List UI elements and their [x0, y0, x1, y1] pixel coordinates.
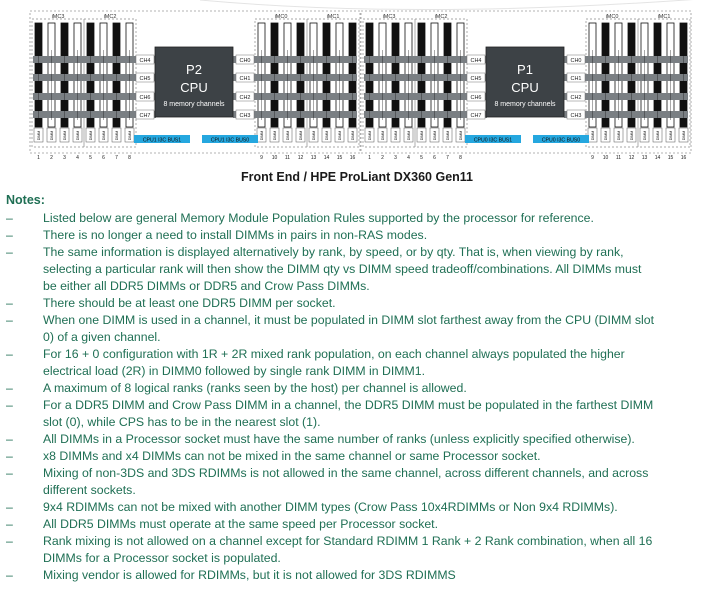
note-item: [0, 295, 714, 312]
channel-label: CH2: [570, 95, 582, 101]
note-line: slot (0), while CPS has to be in the nearest slot (1).: [43, 415, 321, 429]
note-line: A maximum of 8 logical ranks (ranks seen by the host) per channel is allowed.: [43, 381, 467, 395]
imc-label: iMC0: [274, 14, 288, 20]
note-text: [43, 533, 708, 567]
dimm-label: DIMM: [338, 130, 342, 141]
note-item: [0, 516, 714, 533]
background-arc: [200, 0, 714, 10]
slot-number: 12: [297, 155, 304, 161]
imc-label: iMC0: [605, 14, 619, 20]
dimm-label: DIMM: [630, 130, 634, 141]
note-item: [0, 397, 714, 431]
dimm-label: DIMM: [89, 130, 93, 141]
cpu-subtitle: 8 memory channels: [163, 101, 225, 108]
slot-number: 16: [680, 155, 687, 161]
note-text: [43, 244, 708, 295]
note-line: When one DIMM is used in a channel, it must be populated in DIMM slot farthest away from the CPU (DIMM slot: [43, 313, 654, 327]
slot-number: 6: [433, 155, 436, 161]
cpu-label: CPU: [180, 80, 208, 95]
slot-number: 9: [591, 155, 594, 161]
channel-label: CH1: [239, 76, 251, 82]
diagram-caption: Front End / HPE ProLiant DX360 Gen11: [241, 170, 473, 184]
dimm-label: DIMM: [63, 130, 67, 141]
bullet-dash: –: [6, 500, 13, 514]
note-text: [43, 499, 708, 516]
note-item: [0, 448, 714, 465]
note-item: [0, 346, 714, 380]
note-line: All DIMMs in a Processor socket must have the same number of ranks (unless explicitly specified otherwise).: [43, 432, 635, 446]
note-line: x8 DIMMs and x4 DIMMs can not be mixed in the same channel or same Processor socket.: [43, 449, 541, 463]
channel-label: CH1: [570, 76, 582, 82]
note-item: [0, 465, 714, 499]
note-line: DIMMs for a Processor socket is populated.: [43, 551, 281, 565]
bullet-dash: –: [6, 449, 13, 463]
note-text: [43, 516, 708, 533]
bullet-dash: –: [6, 432, 13, 446]
note-text: [43, 210, 708, 227]
bullet-dash: –: [6, 398, 13, 412]
dimm-label: DIMM: [299, 130, 303, 141]
dimm-label: DIMM: [604, 130, 608, 141]
dimm-label: DIMM: [312, 130, 316, 141]
dimm-label: DIMM: [433, 130, 437, 141]
note-line: Rank mixing is not allowed on a channel except for Standard RDIMM 1 Rank + 2 Rank combination, when all 16: [43, 534, 653, 548]
note-line: 0) of a given channel.: [43, 330, 161, 344]
note-line: Mixing of non-3DS and 3DS RDIMMs is not allowed in the same channel, across different channels, and across: [43, 466, 649, 480]
dimm-label: DIMM: [643, 130, 647, 141]
slot-number: 11: [284, 155, 291, 161]
note-item: [0, 227, 714, 244]
note-item: [0, 499, 714, 516]
slot-number: 9: [260, 155, 263, 161]
slot-number: 10: [602, 155, 609, 161]
slot-number: 4: [76, 155, 79, 161]
dimm-label: DIMM: [682, 130, 686, 141]
note-line: Listed below are general Memory Module Population Rules supported by the processor for reference.: [43, 211, 594, 225]
channel-label: CH4: [470, 58, 482, 64]
cpu-subtitle: 8 memory channels: [494, 101, 556, 108]
dimm-label: DIMM: [368, 130, 372, 141]
note-line: 9x4 RDIMMs can not be mixed with another DIMM types (Crow Pass 10x4RDIMMs or Non 9x4 RDIMMs).: [43, 500, 618, 514]
imc-label: iMC2: [103, 14, 117, 20]
note-text: [43, 380, 708, 397]
bullet-dash: –: [6, 347, 13, 361]
dimm-label: DIMM: [286, 130, 290, 141]
dimm-label: DIMM: [115, 130, 119, 141]
bullet-dash: –: [6, 313, 13, 327]
slot-number: 1: [368, 155, 371, 161]
channel-label: CH5: [139, 76, 151, 82]
bullet-dash: –: [6, 466, 13, 480]
imc-label: iMC1: [657, 14, 671, 20]
dimm-label: DIMM: [351, 130, 355, 141]
dimm-label: DIMM: [128, 130, 132, 141]
channel-label: CH2: [239, 95, 251, 101]
bullet-dash: –: [6, 296, 13, 310]
note-line: be either all DDR5 DIMMs or DDR5 and Crow Pass DIMMs.: [43, 279, 370, 293]
dimm-label: DIMM: [669, 130, 673, 141]
slot-number: 2: [381, 155, 384, 161]
dimm-label: DIMM: [617, 130, 621, 141]
bus-label: CPU1 I3C BUS0: [210, 137, 250, 144]
dimm-label: DIMM: [459, 130, 463, 141]
note-item: [0, 210, 714, 227]
note-line: selecting a particular rank will then show the DIMM qty vs DIMM speed tradeoff/combinations. All DIMMs must: [43, 262, 642, 276]
slot-number: 1: [37, 155, 40, 161]
dimm-label: DIMM: [420, 130, 424, 141]
bullet-dash: –: [6, 381, 13, 395]
dimm-label: DIMM: [273, 130, 277, 141]
dimm-label: DIMM: [407, 130, 411, 141]
socket-p1: [361, 11, 691, 161]
note-line: There should be at least one DDR5 DIMM per socket.: [43, 296, 336, 310]
note-line: For a DDR5 DIMM and Crow Pass DIMM in a channel, the DDR5 DIMM must be populated in the farthest DIMM: [43, 398, 654, 412]
slot-number: 6: [102, 155, 105, 161]
note-text: [43, 312, 708, 346]
bus-label: CPU1 I3C BUS1: [142, 137, 182, 144]
channel-label: CH3: [570, 113, 582, 119]
dimm-label: DIMM: [381, 130, 385, 141]
note-line: All DDR5 DIMMs must operate at the same speed per Processor socket.: [43, 517, 439, 531]
notes-title: Notes:: [6, 193, 45, 207]
slot-number: 8: [128, 155, 131, 161]
bullet-dash: –: [6, 211, 13, 225]
note-line: different sockets.: [43, 483, 136, 497]
dimm-label: DIMM: [37, 130, 41, 141]
note-item: [0, 244, 714, 295]
slot-number: 16: [349, 155, 356, 161]
slot-number: 4: [407, 155, 410, 161]
note-line: For 16 + 0 configuration with 1R + 2R mixed rank population, on each channel always populated the higher: [43, 347, 625, 361]
slot-number: 13: [310, 155, 317, 161]
note-line: electrical load (2R) in DIMM0 followed by single rank DIMM in DIMM1.: [43, 364, 426, 378]
dimm-label: DIMM: [446, 130, 450, 141]
slot-number: 7: [446, 155, 449, 161]
imc-label: iMC2: [434, 14, 448, 20]
slot-number: 3: [394, 155, 397, 161]
slot-number: 14: [654, 155, 661, 161]
bus-label: CPU0 I3C BUS1: [473, 137, 513, 144]
channel-label: CH0: [570, 58, 582, 64]
bullet-dash: –: [6, 245, 13, 259]
channel-label: CH6: [470, 95, 482, 101]
slot-number: 15: [667, 155, 674, 161]
note-item: [0, 431, 714, 448]
memory-population-diagram: [0, 0, 714, 168]
slot-number: 2: [50, 155, 53, 161]
channel-label: CH3: [239, 113, 251, 119]
channel-label: CH4: [139, 58, 151, 64]
channel-label: CH6: [139, 95, 151, 101]
slot-number: 8: [459, 155, 462, 161]
bullet-dash: –: [6, 228, 13, 242]
socket-p2: [30, 11, 360, 161]
bullet-dash: –: [6, 534, 13, 548]
note-line: The same information is displayed alternatively by rank, by speed, or by qty. That is, when viewing by rank,: [43, 245, 624, 259]
note-text: [43, 431, 708, 448]
channel-label: CH0: [239, 58, 251, 64]
slot-number: 11: [615, 155, 622, 161]
slot-number: 15: [336, 155, 343, 161]
dimm-label: DIMM: [76, 130, 80, 141]
dimm-label: DIMM: [394, 130, 398, 141]
bullet-dash: –: [6, 568, 13, 582]
note-text: [43, 227, 708, 244]
note-text: [43, 567, 708, 584]
dimm-label: DIMM: [102, 130, 106, 141]
slot-number: 14: [323, 155, 330, 161]
note-text: [43, 448, 708, 465]
note-item: [0, 567, 714, 584]
dimm-label: DIMM: [656, 130, 660, 141]
dimm-label: DIMM: [325, 130, 329, 141]
channel-label: CH5: [470, 76, 482, 82]
slot-number: 5: [420, 155, 423, 161]
channel-label: CH7: [470, 113, 482, 119]
note-item: [0, 380, 714, 397]
imc-label: iMC1: [326, 14, 340, 20]
imc-label: iMC3: [51, 14, 65, 20]
cpu-name: P1: [517, 62, 533, 77]
dimm-label: DIMM: [591, 130, 595, 141]
note-text: [43, 295, 708, 312]
note-text: [43, 465, 708, 499]
note-line: There is no longer a need to install DIMMs in pairs in non-RAS modes.: [43, 228, 428, 242]
bullet-dash: –: [6, 517, 13, 531]
slot-number: 10: [271, 155, 278, 161]
cpu-name: P2: [186, 62, 202, 77]
slot-number: 3: [63, 155, 66, 161]
note-item: [0, 533, 714, 567]
dimm-label: DIMM: [260, 130, 264, 141]
slot-number: 12: [628, 155, 635, 161]
note-line: Mixing vendor is allowed for RDIMMs, but it is not allowed for 3DS RDIMMS: [43, 568, 456, 582]
imc-label: iMC3: [382, 14, 396, 20]
bus-label: CPU0 I3C BUS0: [541, 137, 581, 144]
note-text: [43, 397, 708, 431]
slot-number: 5: [89, 155, 92, 161]
slot-number: 13: [641, 155, 648, 161]
dimm-label: DIMM: [50, 130, 54, 141]
note-text: [43, 346, 708, 380]
slot-number: 7: [115, 155, 118, 161]
cpu-label: CPU: [511, 80, 539, 95]
channel-label: CH7: [139, 113, 151, 119]
note-item: [0, 312, 714, 346]
